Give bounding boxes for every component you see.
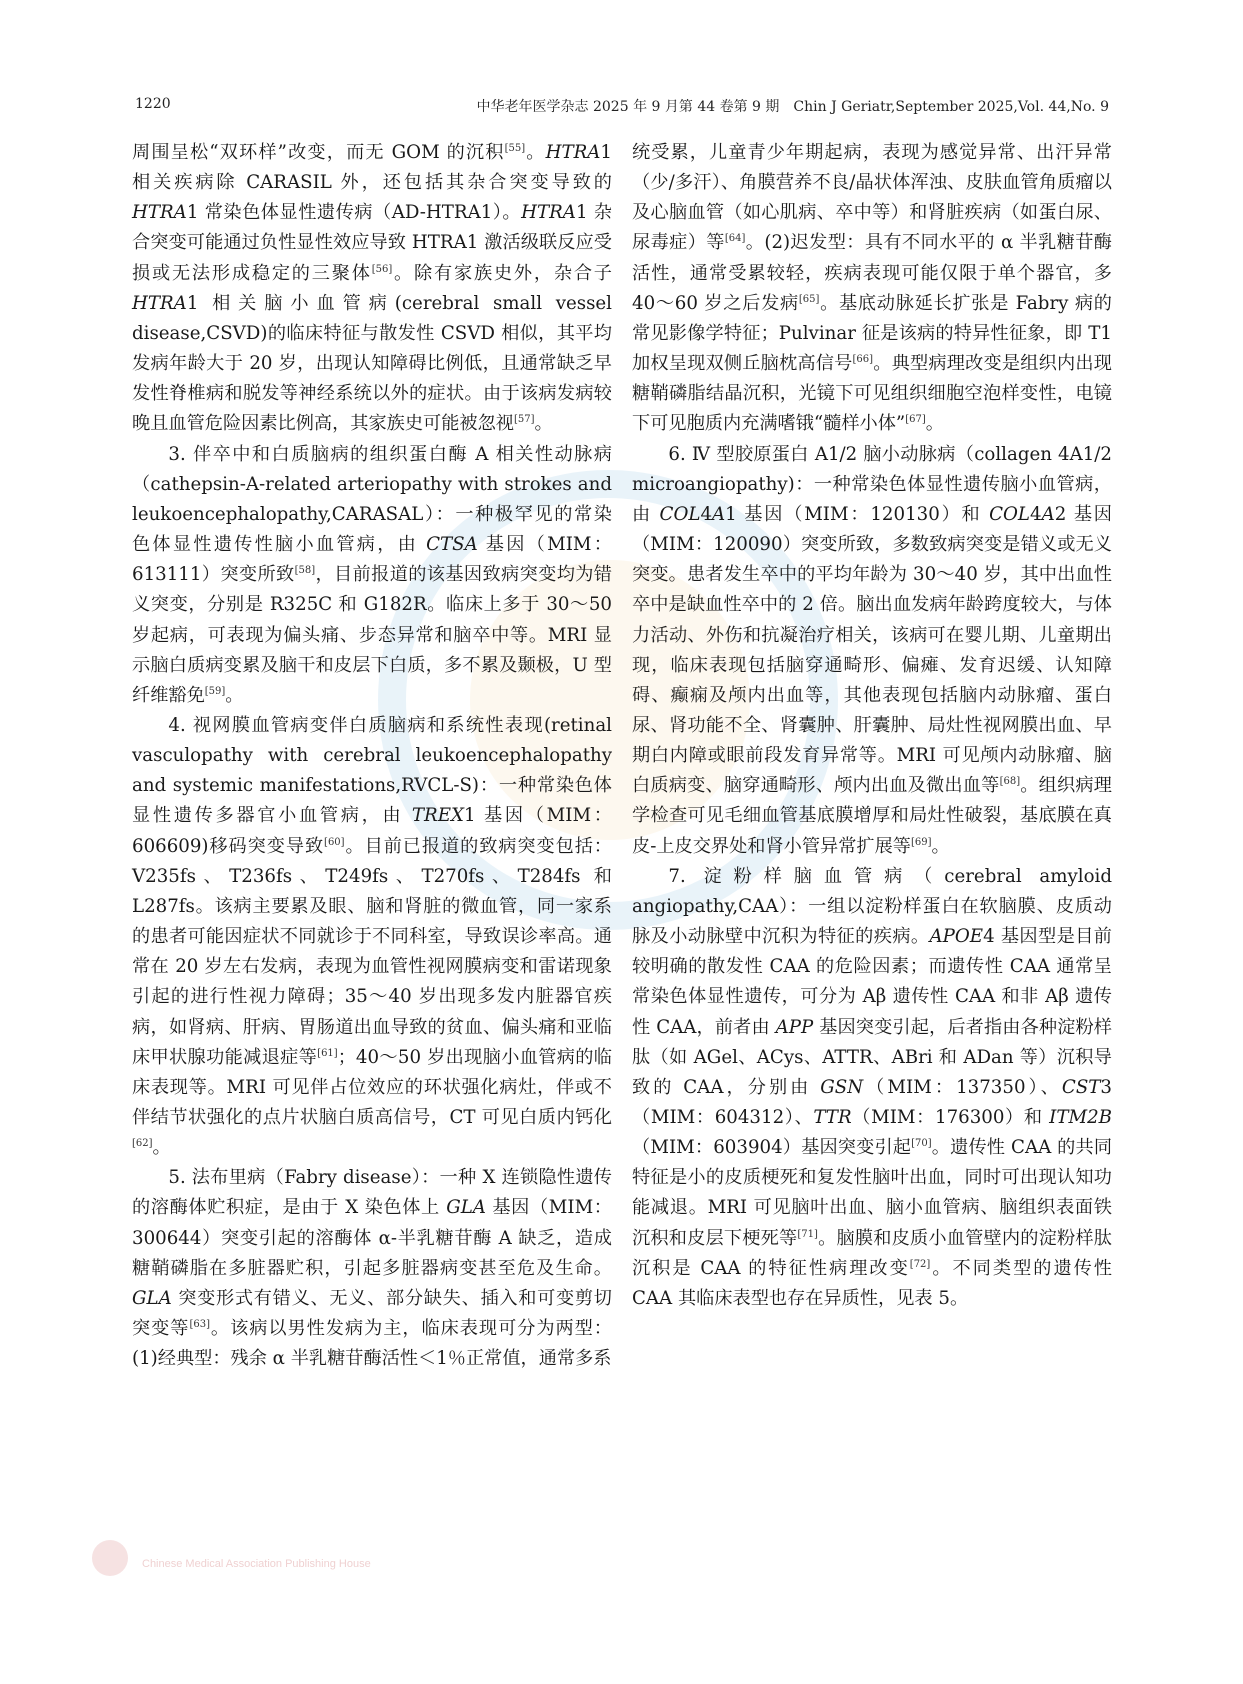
citation[interactable]: [66] bbox=[852, 354, 874, 366]
citation[interactable]: [60] bbox=[324, 836, 345, 848]
right-column bbox=[632, 138, 1112, 1314]
citation[interactable]: [55] bbox=[504, 142, 526, 154]
paragraph: 周围呈松“双环样”改变，而无 GOM 的沉积[55]。HTRA1 相关疾病除 CARASIL 外，还包括其杂合突变导致的 HTRA1 常染色体显性遗传病（AD-HTRA1）。HTRA1 杂合突变可能通过负性显性效应导致 HTRA1 激活级联反应受损或无法形成稳定的三聚体[56]。除有家族史外，杂合子 HTRA1 相关脑小血管病(cerebral small vessel disease,CSVD)的临床特征与散发性 CSVD 相似，其平均发病年龄大于 20 岁，出现认知障碍比例低，且通常缺乏早发性脊椎病和脱发等神经系统以外的症状。由于该病发病较晚且血管危险因素比例高，其家族史可能被忽视[57]。 bbox=[132, 142, 612, 435]
left-column bbox=[132, 138, 612, 1374]
publisher-logo-icon bbox=[92, 1540, 128, 1576]
citation[interactable]: [67] bbox=[905, 414, 926, 426]
publisher-stamp bbox=[92, 1540, 612, 1580]
paragraph: 7. 淀粉样脑血管病（cerebral amyloid angiopathy,CAA）：一组以淀粉样蛋白在软脑膜、皮质动脉及小动脉壁中沉积为特征的疾病。APOE4 基因型是目前较明确的散发性 CAA 的危险因素；而遗传性 CAA 通常呈常染色体显性遗传，可分为 Aβ 遗传性 CAA 和非 Aβ 遗传性 CAA，前者由 APP 基因突变引起，后者指由各种淀粉样肽（如 AGel、ACys、ATTR、ABri 和 ADan 等）沉积导致的 CAA，分别由 GSN（MIM：137350）、CST3（MIM：604312）、TTR（MIM：176300）和 ITM2B（MIM：603904）基因突变引起[70]。遗传性 CAA 的共同特征是小的皮质梗死和复发性脑叶出血，同时可出现认知功能减退。MRI 可见脑叶出血、脑小血管病、脑组织表面铁沉积和皮层下梗死等[71]。脑膜和皮质小血管壁内的淀粉样肽沉积是 CAA 的特征性病理改变[72]。不同类型的遗传性 CAA 其临床表型也存在异质性，见表 5。 bbox=[632, 865, 1113, 1309]
citation[interactable]: [62] bbox=[132, 1138, 153, 1150]
paragraph: 4. 视网膜血管病变伴白质脑病和系统性表现(retinal vasculopathy with cerebral leukoencephalopathy and systemic manifestations,RVCL-S)：一种常染色体显性遗传多器官小血管病，由 TREX1 基因（MIM：606609)移码突变导致[60]。目前已报道的致病突变包括：V235fs、T236fs、T249fs、T270fs、T284fs 和 L287fs。该病主要累及眼、脑和肾脏的微血管，同一家系的患者可能因症状不同就诊于不同科室，导致误诊率高。通常在 20 岁左右发病，表现为血管性视网膜病变和雷诺现象引起的进行性视力障碍；35～40 岁出现多发内脏器官疾病，如肾病、肝病、胃肠道出血导致的贫血、偏头痛和亚临床甲状腺功能减退症等[61]；40～50 岁出现脑小血管病的临床表现等。MRI 可见伴占位效应的环状强化病灶，伴或不伴结节状强化的点片状脑白质高信号，CT 可见白质内钙化[62]。 bbox=[132, 714, 612, 1159]
citation[interactable]: [72] bbox=[909, 1258, 931, 1270]
citation[interactable]: [57] bbox=[513, 414, 535, 426]
citation[interactable]: [64] bbox=[724, 233, 746, 245]
publisher-name: Chinese Medical Association Publishing House bbox=[142, 1558, 371, 1570]
citation[interactable]: [58] bbox=[294, 565, 316, 577]
citation[interactable]: [56] bbox=[371, 263, 393, 275]
citation[interactable]: [69] bbox=[910, 836, 932, 848]
citation[interactable]: [59] bbox=[204, 685, 226, 697]
journal-citation: 中华老年医学杂志 2025 年 9 月第 44 卷第 9 期 Chin J Geriatr,September 2025,Vol. 44,No. 9 bbox=[476, 99, 1109, 115]
citation[interactable]: [71] bbox=[797, 1228, 818, 1240]
citation[interactable]: [61] bbox=[317, 1047, 338, 1059]
paragraph: 6. Ⅳ 型胶原蛋白 A1/2 脑小动脉病（collagen 4A1/2 microangiopathy)：一种常染色体显性遗传脑小血管病，由 COL4A1 基因（MIM：120130）和 COL4A2 基因（MIM：120090）突变所致，多数致病突变是错义或无义突变。患者发生卒中的平均年龄为 30～40 岁，其中出血性卒中是缺血性卒中的 2 倍。脑出血发病年龄跨度较大，与体力活动、外伤和抗凝治疗相关，该病可在婴儿期、儿童期出现，临床表现包括脑穿通畸形、偏瘫、发育迟缓、认知障碍、癫痫及颅内出血等，其他表现包括脑内动脉瘤、蛋白尿、肾功能不全、肾囊肿、肝囊肿、局灶性视网膜出血、早期白内障或眼前段发育异常等。MRI 可见颅内动脉瘤、脑白质病变、脑穿通畸形、颅内出血及微出血等[68]。组织病理学检查可见毛细血管基底膜增厚和局灶性破裂，基底膜在真皮-上皮交界处和肾小管异常扩展等[69]。 bbox=[632, 443, 1112, 857]
paragraph: 统受累，儿童青少年期起病，表现为感觉异常、出汗异常（少/多汗）、角膜营养不良/晶状体浑浊、皮肤血管角质瘤以及心脑血管（如心肌病、卒中等）和肾脏疾病（如蛋白尿、尿毒症）等[64]。(2)迟发型：具有不同水平的 α 半乳糖苷酶活性，通常受累较轻，疾病表现可能仅限于单个器官，多 40～60 岁之后发病[65]。基底动脉延长扩张是 Fabry 病的常见影像学特征；Pulvinar 征是该病的特异性征象，即 T1 加权呈现双侧丘脑枕高信号[66]。典型病理改变是组织内出现糖鞘磷脂结晶沉积，光镜下可见组织细胞空泡样变性，电镜下可见胞质内充满嗜锇“髓样小体”[67]。 bbox=[632, 142, 1112, 435]
paragraph: 5. 法布里病（Fabry disease）：一种 X 连锁隐性遗传的溶酶体贮积症，是由于 X 染色体上 GLA 基因（MIM：300644）突变引起的溶酶体 α-半乳糖苷酶 A 缺乏，造成糖鞘磷脂在多脏器贮积，引起多脏器病变甚至危及生命。GLA 突变形式有错义、无义、部分缺失、插入和可变剪切突变等[63]。该病以男性发病为主，临床表现可分为两型：(1)经典型：残余 α 半乳糖苷酶活性＜1％正常值，通常多系 bbox=[132, 1167, 612, 1370]
citation[interactable]: [65] bbox=[798, 293, 820, 305]
page-number: 1220 bbox=[135, 96, 171, 112]
citation[interactable]: [70] bbox=[911, 1138, 932, 1150]
citation[interactable]: [63] bbox=[189, 1319, 210, 1331]
paragraph: 3. 伴卒中和白质脑病的组织蛋白酶 A 相关性动脉病（cathepsin-A-related arteriopathy with strokes and leukoencephalopathy,CARASAL）：一种极罕见的常染色体显性遗传性脑小血管病，由 CTSA 基因（MIM：613111）突变所致[58]，目前报道的该基因致病突变均为错义突变，分别是 R325C 和 G182R。临床上多于 30～50 岁起病，可表现为偏头痛、步态异常和脑卒中等。MRI 显示脑白质病变累及脑干和皮层下白质，多不累及颞极，U 型纤维豁免[59]。 bbox=[132, 443, 612, 706]
citation[interactable]: [68] bbox=[999, 776, 1021, 788]
page-header bbox=[135, 96, 1109, 116]
